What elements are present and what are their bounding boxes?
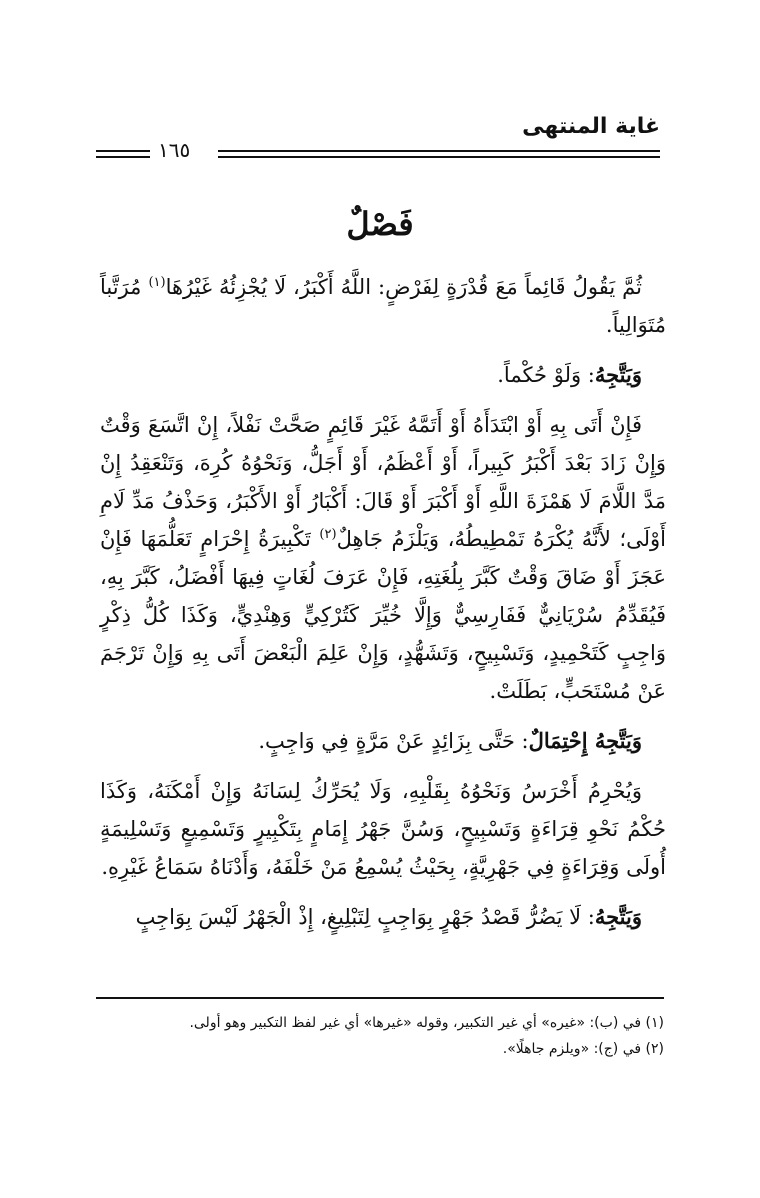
header-rule-long xyxy=(218,150,660,158)
paragraph-text: فَإِنْ أَتَى بِهِ أَوْ ابْتَدَأَهُ أَوْ أَتَمَّهُ غَيْرَ قَائِمٍ صَحَّتْ نَفْلاً، إِنْ اتَّسَعَ وَقْتٌ وَإِنْ زَادَ بَعْدَ أَكْبَرُ كَبِيراً، أَوْ أَعْظَمُ، أَوْ أَجَلُّ، وَنَحْوُهُ كُرِهَ، وَتَنْعَقِدُ إِنْ مَدَّ اللَّامَ لَا هَمْزَةَ اللَّهِ أَوْ أَكْبَرَ أَوْ قَالَ: أَكْبَارُ أَوْ الأَكْبَرُ، وَحَذْفُ مَدِّ لَامِ أَوْلَى؛ لأَنَّهُ يُكْرَهُ تَمْطِيطُهُ، وَيَلْزَمُ جَاهِلٌ xyxy=(100,413,666,551)
paragraph-text: : لَا يَضُرُّ قَصْدُ جَهْرٍ بِوَاجِبٍ لِتَبْلِيغٍ، إِذْ الْجَهْرُ لَيْسَ بِوَاجِبٍ xyxy=(135,905,595,929)
footnote-ref: (٢) xyxy=(319,527,337,542)
paragraph-text: : حَتَّى بِزَائِدٍ عَنْ مَرَّةٍ فِي وَاجِبٍ. xyxy=(258,729,529,753)
paragraph xyxy=(100,898,666,936)
paragraph xyxy=(100,722,666,760)
paragraph-text: وَيُحْرِمُ أَخْرَسُ وَنَحْوُهُ بِقَلْبِهِ، وَلَا يُحَرِّكُ لِسَانَهُ وَإِنْ أَمْكَنَهُ، وَكَذَا حُكْمُ نَحْوِ قِرَاءَةٍ وَتَسْبِيحٍ، وَسُنَّ جَهْرُ إِمَامٍ بِتَكْبِيرٍ وَتَسْمِيعٍ وَتَسْلِيمَةٍ أُولَى وَقِرَاءَةٍ فِي جَهْرِيَّةٍ، بِحَيْثُ يُسْمِعُ مَنْ خَلْفَهُ، وَأَدْنَاهُ سَمَاعُ غَيْرِهِ. xyxy=(100,779,666,879)
paragraph-text: : وَلَوْ حُكْماً. xyxy=(497,363,595,387)
section-heading: فَصْلٌ xyxy=(346,205,414,243)
body-text xyxy=(100,268,666,948)
paragraph xyxy=(100,772,666,886)
paragraph xyxy=(100,268,666,344)
footnote-ref: (١) xyxy=(148,275,166,290)
paragraph-text: مُرَتَّباً مُتَوَالِياً. xyxy=(100,275,666,337)
paragraph-text: تَكْبِيرَةُ إِحْرَامٍ تَعَلُّمَهَا فَإِنْ عَجَزَ أَوْ ضَاقَ وَقْتٌ كَبَّرَ بِلُغَتِهِ، فَإِنْ عَرَفَ لُغَاتٍ فِيهَا أَفْضَلُ، كَبَّرَ بِهِ، فَيُقَدِّمُ سُرْيَانِيٌّ فَفَارِسِيٌّ وَإِلَّا خُيِّرَ كَتُرْكِيٍّ وَهِنْدِيٍّ، وَكَذَا كُلُّ ذِكْرٍ وَاجِبٍ كَتَحْمِيدٍ، وَتَسْبِيحٍ، وَتَشَهُّدٍ، وَإِنْ عَلِمَ الْبَعْضَ أَتَى بِهِ وَإِنْ تَرْجَمَ عَنْ مُسْتَحَبٍّ، بَطَلَتْ. xyxy=(100,527,666,703)
lead-term: وَيَتَّجِهُ xyxy=(594,904,642,929)
header-rule-short xyxy=(96,150,150,158)
lead-term: وَيَتَّجِهُ إِحْتِمَالٌ xyxy=(528,728,642,753)
running-title: غاية المنتهى xyxy=(522,114,660,139)
footnote: (١) في (ب): «غيره» أي غير التكبير، وقوله «غيرها» أي غير لفظ التكبير وهو أولى. xyxy=(189,1015,664,1031)
paragraph xyxy=(100,406,666,710)
footnote: (٢) في (ج): «ويلزم جاهلًا». xyxy=(502,1041,664,1057)
footnotes xyxy=(96,1010,664,1062)
paragraph xyxy=(100,356,666,394)
page-number: ١٦٥ xyxy=(158,138,191,162)
footnote-rule xyxy=(96,997,664,999)
paragraph-text: ثُمَّ يَقُولُ قَائِماً مَعَ قُدْرَةٍ لِفَرْضٍ: اللَّهُ أَكْبَرُ، لَا يُجْزِئُهُ غَيْرُهَا xyxy=(165,275,642,299)
lead-term: وَيَتَّجِهُ xyxy=(594,362,642,387)
page-header xyxy=(96,110,660,170)
